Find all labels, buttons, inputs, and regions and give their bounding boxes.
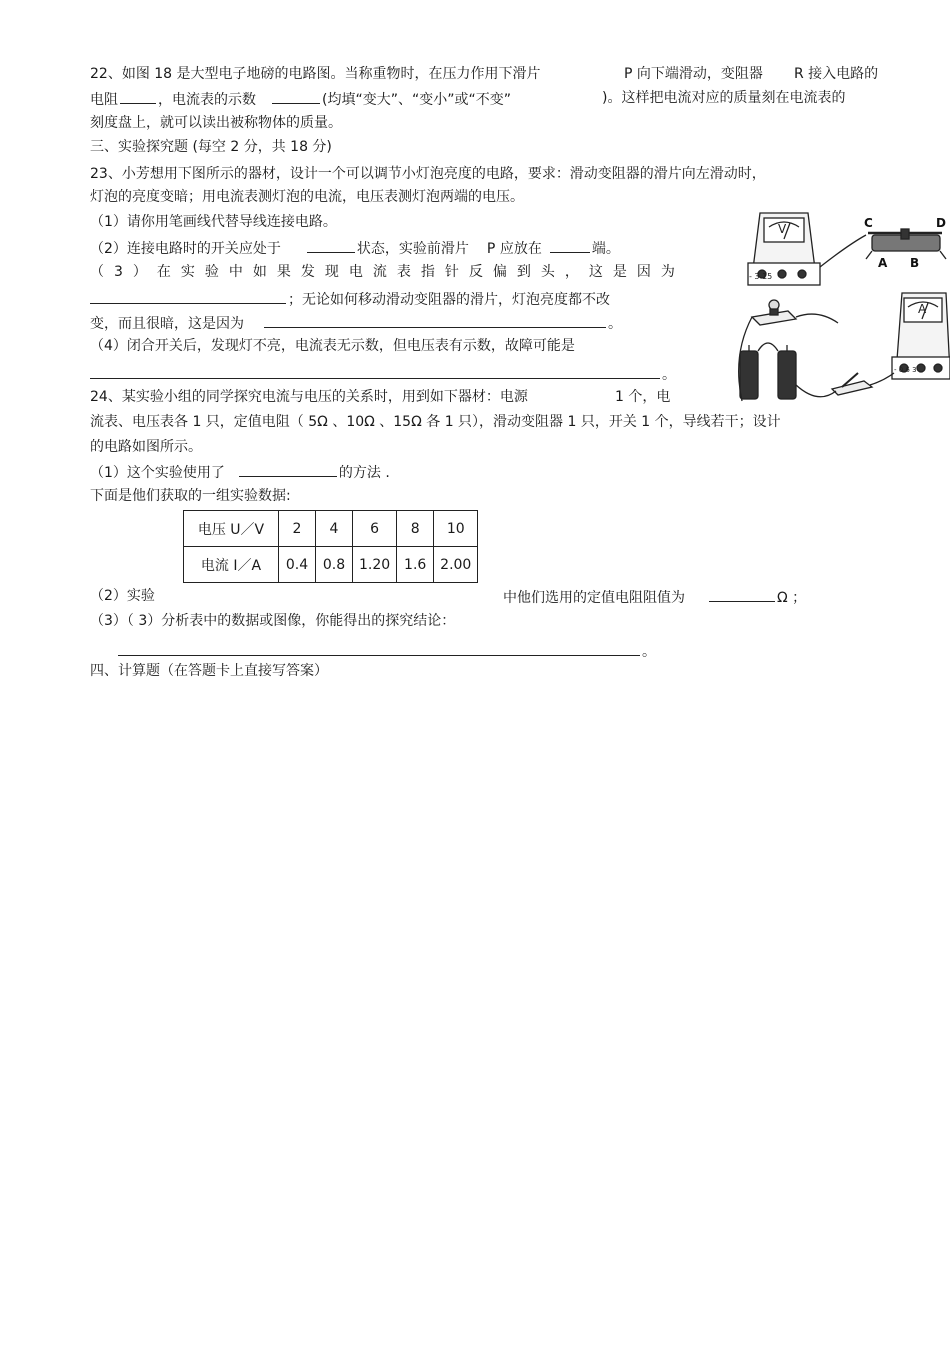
- table-cell: 2.00: [434, 547, 478, 583]
- q23-p3-char: 这: [588, 264, 603, 280]
- q23-p3-char: 验: [204, 264, 219, 280]
- knife-switch: [832, 373, 872, 395]
- q23-p3-char: 流: [372, 264, 387, 280]
- table-cell: 1.20: [353, 547, 397, 583]
- q24-part3: （3）（ 3）分析表中的数据或图像，你能得出的探究结论：: [90, 613, 456, 629]
- q24-line3: 的电路如图所示。: [90, 439, 202, 455]
- ammeter-label: A: [918, 302, 927, 316]
- q23-part3-text-b: ；无论如何移动滑动变阻器的滑片，灯泡亮度都不改: [288, 292, 610, 308]
- q24-part3-end: 。: [642, 644, 656, 660]
- q23-part3-text-c: 变，而且很暗，这是因为: [90, 316, 244, 332]
- q22-line2-text-d: )。这样把电流对应的质量刻在电流表的: [602, 90, 846, 106]
- q23-p3-char: 反: [468, 264, 483, 280]
- q22-line1-text-b: P 向下端滑动，变阻器: [624, 66, 763, 82]
- q22-line1: [90, 65, 541, 83]
- q23-p3-char: 如: [252, 264, 267, 280]
- table-cell: 电流 I／A: [184, 547, 279, 583]
- q23-part3-line2: [90, 289, 610, 309]
- answer-blank-resistance-value[interactable]: [709, 587, 775, 602]
- table-cell: 10: [434, 511, 478, 547]
- q23-p3-char: 电: [348, 264, 363, 280]
- answer-blank-conclusion[interactable]: [118, 641, 640, 656]
- section-3-heading: 三、实验探究题 (每空 2 分，共 18 分): [90, 139, 332, 155]
- table-cell: 电压 U／V: [184, 511, 279, 547]
- q23-part3-line1: [90, 263, 675, 281]
- q23-part2-text-d: 端。: [591, 241, 620, 257]
- circuit-apparatus-figure: [738, 205, 950, 405]
- q23-line1: 23、小芳想用下图所示的器材，设计一个可以调节小灯泡亮度的电路，要求：滑动变阻器的滑片向左滑动时，: [90, 166, 766, 182]
- answer-blank-slider-end[interactable]: [550, 238, 590, 253]
- q23-p3-char: 表: [396, 264, 411, 280]
- rheostat-terminal-d: D: [936, 216, 946, 230]
- q24-part1-text-a: （1）这个实验使用了: [90, 465, 225, 481]
- q23-part2: [90, 238, 620, 258]
- q24-part3-answer-line: [118, 641, 656, 661]
- ammeter-terminals: - 0.6 3: [894, 366, 917, 374]
- wire: [796, 314, 838, 323]
- q23-p3-char: 是: [612, 264, 627, 280]
- q23-p3-char: 发: [300, 264, 315, 280]
- q24-part2-a: （2）实验: [90, 588, 155, 604]
- q22-line2-text-b: ，电流表的示数: [158, 92, 256, 108]
- answer-blank-method[interactable]: [239, 462, 337, 477]
- rheostat-terminal-a: A: [878, 256, 888, 270]
- q24-line1-text-a: 24、某实验小组的同学探究电流与电压的关系时，用到如下器材：电源: [90, 389, 528, 405]
- q23-part4-answer-line: [90, 364, 676, 384]
- q22-line1-text-c: R 接入电路的: [794, 66, 879, 82]
- q23-part2-text-b: 状态，实验前滑片: [356, 241, 469, 257]
- q22-line2-text-c: (均填“变大”、“变小”或“不变”: [322, 92, 511, 108]
- q23-p3-char: 在: [156, 264, 171, 280]
- rheostat-terminal-b: B: [910, 256, 920, 270]
- q24-part2: [503, 587, 806, 607]
- light-bulb: [752, 300, 796, 325]
- q23-part2-text-a: （2）连接电路时的开关应处于: [90, 241, 281, 257]
- answer-blank-switch-state[interactable]: [307, 238, 355, 253]
- q22-line2-d: [602, 89, 845, 107]
- q23-part4: （4）闭合开关后，发现灯不亮，电流表无示数，但电压表有示数，故障可能是: [90, 338, 575, 354]
- q23-line2: 灯泡的亮度变暗；用电流表测灯泡的电流，电压表测灯泡两端的电压。: [90, 189, 524, 205]
- q24-part1: [90, 462, 390, 482]
- q23-p3-char: 果: [276, 264, 291, 280]
- q22-line1-c: [794, 65, 878, 83]
- answer-blank-resistance[interactable]: [120, 89, 156, 104]
- q23-p3-char: 指: [420, 264, 435, 280]
- q23-part3-text-d: 。: [608, 316, 622, 332]
- q23-p3-char: ，: [564, 264, 579, 280]
- table-cell: 2: [279, 511, 316, 547]
- q23-p3-char: ）: [132, 264, 147, 280]
- q24-data-intro: 下面是他们获取的一组实验数据:: [90, 488, 291, 504]
- q23-p3-char: 中: [228, 264, 243, 280]
- q22-line2-text-a: 电阻: [90, 92, 118, 108]
- table-cell: 8: [397, 511, 434, 547]
- q23-p3-char: 因: [636, 264, 651, 280]
- q23-part1: （1）请你用笔画线代替导线连接电路。: [90, 214, 337, 230]
- q23-p3-char: 实: [180, 264, 195, 280]
- wire: [796, 385, 836, 397]
- q23-p3-char: 3: [114, 264, 123, 280]
- answer-blank-fault[interactable]: [90, 364, 660, 379]
- q23-p3-char: 为: [660, 264, 675, 280]
- answer-blank-reverse-deflection[interactable]: [90, 289, 286, 304]
- table-cell: 1.6: [397, 547, 434, 583]
- table-row-voltage: [184, 511, 478, 547]
- experiment-data-table: [183, 510, 478, 583]
- section-4-heading: 四、计算题（在答题卡上直接写答案）: [90, 663, 328, 679]
- q22-line3: 刻度盘上，就可以读出被称物体的质量。: [90, 115, 342, 131]
- q23-p3-char: 到: [516, 264, 531, 280]
- q22-line1-text-a: 22、如图 18 是大型电子地磅的电路图。当称重物时，在压力作用下滑片: [90, 66, 541, 82]
- q23-part4-end: 。: [662, 367, 676, 383]
- wire: [758, 343, 778, 351]
- q22-line1-b: [624, 65, 763, 83]
- q24-line1-b: 1 个，电: [615, 389, 671, 405]
- table-cell: 4: [316, 511, 353, 547]
- q23-p3-char: （: [90, 264, 104, 280]
- answer-blank-current[interactable]: [272, 89, 320, 104]
- q23-part2-text-c: P 应放在: [486, 241, 542, 257]
- table-cell: 0.4: [279, 547, 316, 583]
- answer-blank-dim-bulb[interactable]: [264, 313, 606, 328]
- table-row-current: [184, 547, 478, 583]
- voltmeter-label: V: [778, 222, 787, 236]
- battery-cells: [740, 345, 796, 399]
- q24-line2: 流表、电压表各 1 只，定值电阻（ 5Ω 、10Ω 、15Ω 各 1 只），滑动变阻器 1 只，开关 1 个，导线若干；设计: [90, 414, 781, 430]
- q23-part3-line3: [90, 313, 622, 333]
- q23-p3-char: 现: [324, 264, 339, 280]
- table-cell: 0.8: [316, 547, 353, 583]
- q24-part2-unit: Ω ；: [777, 590, 807, 606]
- q24-part2-text-b: 中他们选用的定值电阻阻值为: [503, 590, 685, 606]
- voltmeter-terminals: - 3 15: [749, 272, 773, 281]
- table-cell: 6: [353, 511, 397, 547]
- q23-p3-char: 偏: [492, 264, 507, 280]
- q23-p3-char: 头: [540, 264, 555, 280]
- q24-part1-text-b: 的方法 .: [338, 465, 390, 481]
- rheostat-terminal-c: C: [864, 216, 873, 230]
- wire: [870, 373, 894, 385]
- wire: [820, 235, 866, 267]
- rheostat: [866, 229, 946, 259]
- q22-line2: [90, 89, 511, 109]
- q24-line1: [90, 388, 528, 406]
- q23-p3-char: 针: [444, 264, 459, 280]
